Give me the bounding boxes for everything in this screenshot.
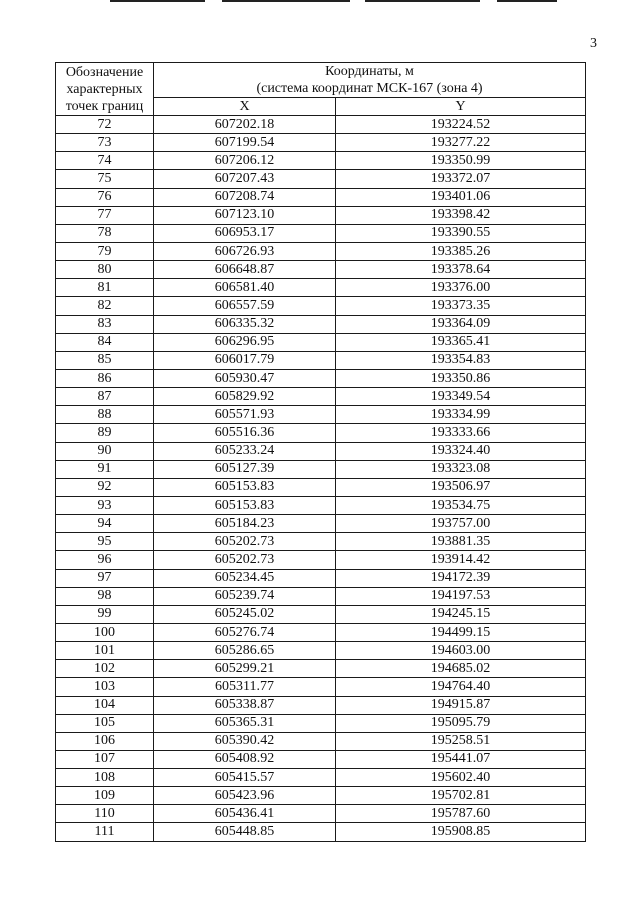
x-coordinate-cell: 605448.85 — [154, 823, 336, 841]
y-coordinate-cell: 193365.41 — [336, 333, 586, 351]
y-coordinate-cell: 195702.81 — [336, 787, 586, 805]
point-id-cell: 83 — [56, 315, 154, 333]
x-coordinate-cell: 605415.57 — [154, 769, 336, 787]
x-coordinate-cell: 606648.87 — [154, 261, 336, 279]
point-designation-header — [56, 63, 154, 116]
top-rule-1 — [110, 0, 205, 2]
x-coordinate-cell: 605516.36 — [154, 424, 336, 442]
y-coordinate-cell: 195908.85 — [336, 823, 586, 841]
x-coordinate-cell: 607199.54 — [154, 134, 336, 152]
point-id-cell: 100 — [56, 623, 154, 641]
coordinates-table — [55, 62, 586, 842]
point-id-cell: 105 — [56, 714, 154, 732]
x-coordinate-cell: 605390.42 — [154, 732, 336, 750]
table-row — [56, 424, 586, 442]
point-id-cell: 76 — [56, 188, 154, 206]
point-id-cell: 102 — [56, 660, 154, 678]
x-coordinate-cell: 605202.73 — [154, 533, 336, 551]
y-coordinate-cell: 195441.07 — [336, 750, 586, 768]
x-coordinate-cell: 605184.23 — [154, 515, 336, 533]
table-row — [56, 170, 586, 188]
table-body — [56, 116, 586, 842]
y-coordinate-cell: 193398.42 — [336, 206, 586, 224]
x-coordinate-cell: 605234.45 — [154, 569, 336, 587]
x-coordinate-cell: 607208.74 — [154, 188, 336, 206]
y-coordinate-cell: 193224.52 — [336, 116, 586, 134]
table-row — [56, 297, 586, 315]
table-row — [56, 569, 586, 587]
x-coordinate-cell: 606017.79 — [154, 351, 336, 369]
y-coordinate-cell: 195095.79 — [336, 714, 586, 732]
x-coordinate-cell: 605338.87 — [154, 696, 336, 714]
top-rule-4 — [497, 0, 557, 2]
x-coordinate-cell: 605153.83 — [154, 496, 336, 514]
y-coordinate-cell: 195258.51 — [336, 732, 586, 750]
point-id-cell: 75 — [56, 170, 154, 188]
y-coordinate-cell: 194499.15 — [336, 623, 586, 641]
top-rule-2 — [222, 0, 350, 2]
point-id-cell: 80 — [56, 261, 154, 279]
y-coordinate-cell: 193354.83 — [336, 351, 586, 369]
top-rule-3 — [365, 0, 480, 2]
table-row — [56, 642, 586, 660]
point-id-cell: 96 — [56, 551, 154, 569]
y-coordinate-cell: 193534.75 — [336, 496, 586, 514]
point-id-cell: 92 — [56, 478, 154, 496]
x-coordinate-cell: 607123.10 — [154, 206, 336, 224]
table-row — [56, 315, 586, 333]
point-id-cell: 90 — [56, 442, 154, 460]
y-coordinate-cell: 193757.00 — [336, 515, 586, 533]
table-row — [56, 206, 586, 224]
y-coordinate-cell: 193881.35 — [336, 533, 586, 551]
point-id-cell: 108 — [56, 769, 154, 787]
x-coordinate-cell: 606335.32 — [154, 315, 336, 333]
x-coordinate-cell: 605408.92 — [154, 750, 336, 768]
y-coordinate-cell: 193350.99 — [336, 152, 586, 170]
table-row — [56, 496, 586, 514]
x-coordinate-cell: 605365.31 — [154, 714, 336, 732]
point-id-cell: 89 — [56, 424, 154, 442]
y-coordinate-cell: 193378.64 — [336, 261, 586, 279]
x-coordinate-cell: 605286.65 — [154, 642, 336, 660]
y-coordinate-cell: 194915.87 — [336, 696, 586, 714]
table-row — [56, 823, 586, 841]
point-designation-header-line-1: Обозначение — [65, 64, 144, 80]
x-coordinate-cell: 606953.17 — [154, 224, 336, 242]
table-row — [56, 660, 586, 678]
point-id-cell: 78 — [56, 224, 154, 242]
x-coordinate-cell: 605311.77 — [154, 678, 336, 696]
y-column-header: Y — [336, 98, 586, 116]
table-row — [56, 242, 586, 260]
point-id-cell: 110 — [56, 805, 154, 823]
x-coordinate-cell: 605245.02 — [154, 605, 336, 623]
x-coordinate-cell: 605829.92 — [154, 388, 336, 406]
point-id-cell: 101 — [56, 642, 154, 660]
y-coordinate-cell: 193364.09 — [336, 315, 586, 333]
y-coordinate-cell: 193376.00 — [336, 279, 586, 297]
y-coordinate-cell: 194685.02 — [336, 660, 586, 678]
x-coordinate-cell: 607207.43 — [154, 170, 336, 188]
table-row — [56, 388, 586, 406]
table-row — [56, 261, 586, 279]
table-row — [56, 623, 586, 641]
x-coordinate-cell: 605239.74 — [154, 587, 336, 605]
table-row — [56, 351, 586, 369]
table-row — [56, 515, 586, 533]
point-id-cell: 107 — [56, 750, 154, 768]
x-coordinate-cell: 605127.39 — [154, 460, 336, 478]
table-row — [56, 750, 586, 768]
point-id-cell: 82 — [56, 297, 154, 315]
y-coordinate-cell: 193914.42 — [336, 551, 586, 569]
point-id-cell: 73 — [56, 134, 154, 152]
point-id-cell: 111 — [56, 823, 154, 841]
table-row — [56, 442, 586, 460]
y-coordinate-cell: 195787.60 — [336, 805, 586, 823]
y-coordinate-cell: 194172.39 — [336, 569, 586, 587]
table-row — [56, 369, 586, 387]
table-row — [56, 279, 586, 297]
table-row — [56, 587, 586, 605]
point-id-cell: 95 — [56, 533, 154, 551]
table-row — [56, 134, 586, 152]
point-id-cell: 81 — [56, 279, 154, 297]
x-coordinate-cell: 605202.73 — [154, 551, 336, 569]
x-coordinate-cell: 606581.40 — [154, 279, 336, 297]
x-coordinate-cell: 607206.12 — [154, 152, 336, 170]
point-id-cell: 103 — [56, 678, 154, 696]
y-coordinate-cell: 195602.40 — [336, 769, 586, 787]
y-coordinate-cell: 193401.06 — [336, 188, 586, 206]
x-coordinate-cell: 606726.93 — [154, 242, 336, 260]
table-row — [56, 678, 586, 696]
x-coordinate-cell: 607202.18 — [154, 116, 336, 134]
point-id-cell: 98 — [56, 587, 154, 605]
table-row — [56, 152, 586, 170]
x-coordinate-cell: 605233.24 — [154, 442, 336, 460]
point-id-cell: 85 — [56, 351, 154, 369]
table-row — [56, 224, 586, 242]
y-coordinate-cell: 193323.08 — [336, 460, 586, 478]
point-id-cell: 88 — [56, 406, 154, 424]
x-coordinate-cell: 605436.41 — [154, 805, 336, 823]
table-row — [56, 732, 586, 750]
x-coordinate-cell: 605930.47 — [154, 369, 336, 387]
y-coordinate-cell: 194764.40 — [336, 678, 586, 696]
point-id-cell: 104 — [56, 696, 154, 714]
y-coordinate-cell: 193277.22 — [336, 134, 586, 152]
y-coordinate-cell: 193372.07 — [336, 170, 586, 188]
x-column-header: X — [154, 98, 336, 116]
y-coordinate-cell: 193350.86 — [336, 369, 586, 387]
table-header-row — [56, 63, 586, 98]
point-id-cell: 109 — [56, 787, 154, 805]
table-row — [56, 116, 586, 134]
point-id-cell: 74 — [56, 152, 154, 170]
y-coordinate-cell: 193349.54 — [336, 388, 586, 406]
table-row — [56, 551, 586, 569]
table-row — [56, 333, 586, 351]
coordinates-group-title: Координаты, м — [325, 64, 414, 79]
table-row — [56, 478, 586, 496]
point-id-cell: 106 — [56, 732, 154, 750]
point-id-cell: 87 — [56, 388, 154, 406]
point-id-cell: 91 — [56, 460, 154, 478]
y-coordinate-cell: 193324.40 — [336, 442, 586, 460]
point-id-cell: 84 — [56, 333, 154, 351]
point-id-cell: 86 — [56, 369, 154, 387]
x-coordinate-cell: 605153.83 — [154, 478, 336, 496]
table-row — [56, 406, 586, 424]
table-row — [56, 188, 586, 206]
point-designation-header-line-3: точек границ — [65, 98, 144, 114]
point-id-cell: 94 — [56, 515, 154, 533]
table-row — [56, 805, 586, 823]
x-coordinate-cell: 606296.95 — [154, 333, 336, 351]
y-coordinate-cell: 193373.35 — [336, 297, 586, 315]
y-coordinate-cell: 193390.55 — [336, 224, 586, 242]
x-coordinate-cell: 605423.96 — [154, 787, 336, 805]
point-id-cell: 79 — [56, 242, 154, 260]
table-row — [56, 605, 586, 623]
table-row — [56, 533, 586, 551]
table-row — [56, 460, 586, 478]
x-coordinate-cell: 606557.59 — [154, 297, 336, 315]
point-designation-header-line-2: характерных — [66, 81, 143, 97]
point-id-cell: 72 — [56, 116, 154, 134]
x-coordinate-cell: 605276.74 — [154, 623, 336, 641]
table-row — [56, 787, 586, 805]
y-coordinate-cell: 194603.00 — [336, 642, 586, 660]
x-coordinate-cell: 605299.21 — [154, 660, 336, 678]
table-row — [56, 769, 586, 787]
point-id-cell: 99 — [56, 605, 154, 623]
table-row — [56, 714, 586, 732]
y-coordinate-cell: 193333.66 — [336, 424, 586, 442]
y-coordinate-cell: 194197.53 — [336, 587, 586, 605]
table-row — [56, 696, 586, 714]
point-id-cell: 93 — [56, 496, 154, 514]
page-number: 3 — [590, 36, 597, 51]
coordinate-system-label: (система координат МСК-167 (зона 4) — [256, 81, 483, 96]
point-id-cell: 77 — [56, 206, 154, 224]
y-coordinate-cell: 193385.26 — [336, 242, 586, 260]
x-coordinate-cell: 605571.93 — [154, 406, 336, 424]
y-coordinate-cell: 193334.99 — [336, 406, 586, 424]
point-id-cell: 97 — [56, 569, 154, 587]
y-coordinate-cell: 194245.15 — [336, 605, 586, 623]
y-coordinate-cell: 193506.97 — [336, 478, 586, 496]
coordinates-group-header — [154, 63, 586, 98]
